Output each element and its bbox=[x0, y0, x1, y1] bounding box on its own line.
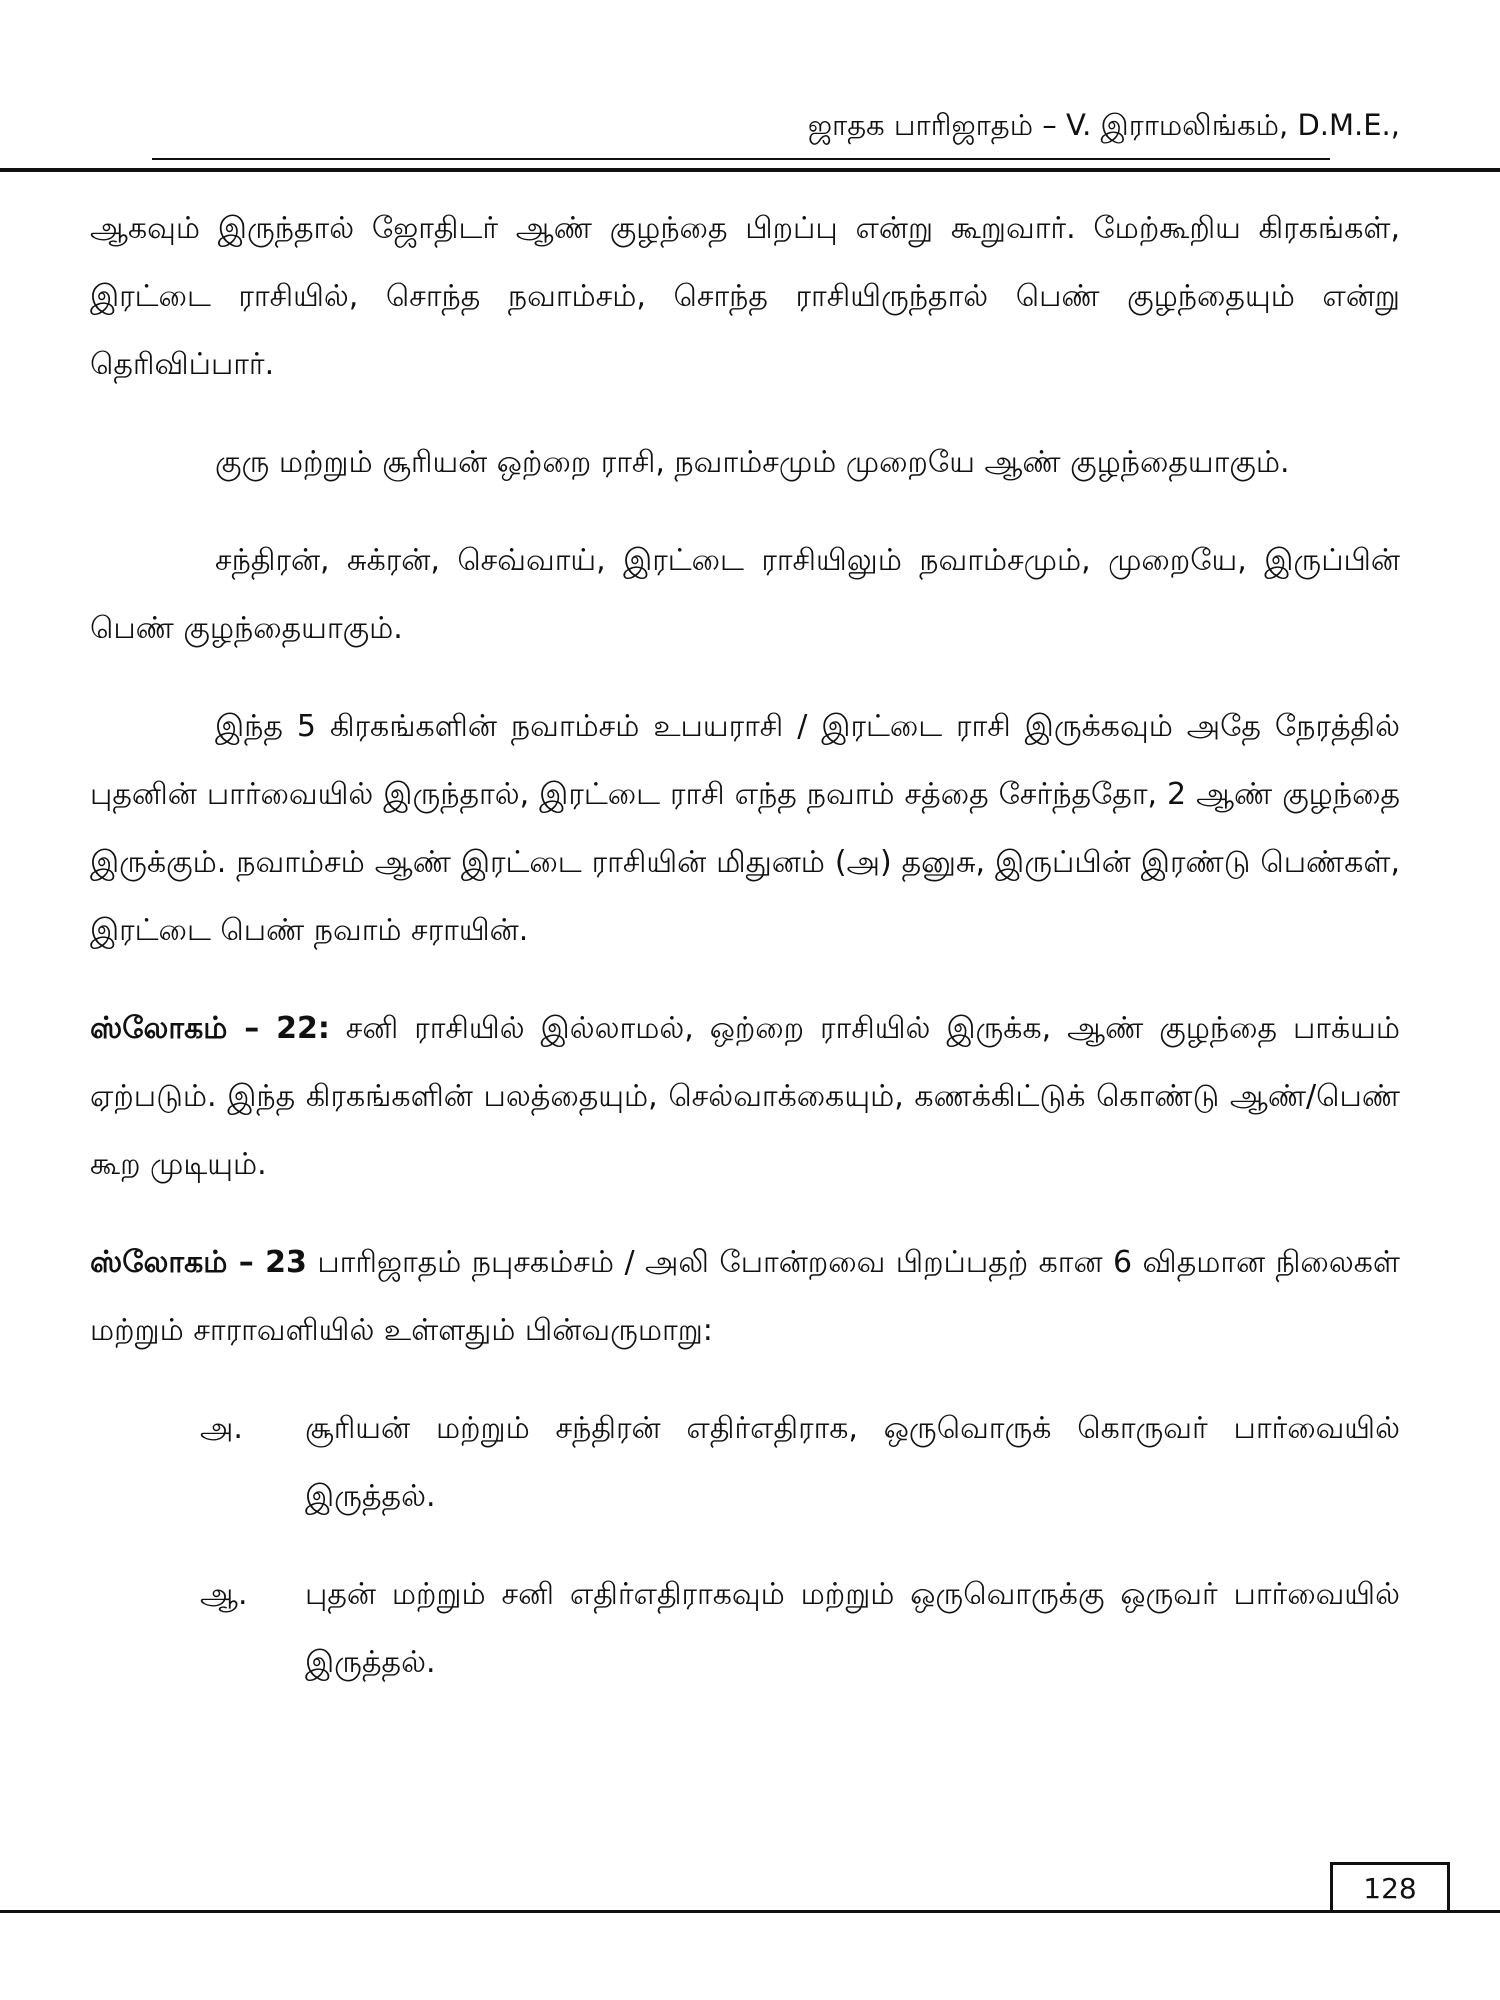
page-body bbox=[90, 195, 1400, 1727]
paragraph-2: குரு மற்றும் சூரியன் ஒற்றை ராசி, நவாம்சமும் முறையே ஆண் குழந்தையாகும். bbox=[215, 445, 1290, 480]
sloka-22-label: ஸ்லோகம் – 22: bbox=[90, 1011, 330, 1046]
list-marker: ஆ. bbox=[200, 1577, 248, 1612]
sloka-22-paragraph bbox=[90, 995, 1400, 1199]
list-item-text: புதன் மற்றும் சனி எதிர்எதிராகவும் மற்றும் ஒருவொருக்கு ஒருவர் பார்வையில் இருத்தல். bbox=[305, 1577, 1400, 1680]
list-item bbox=[90, 1395, 1400, 1531]
paragraph-1: ஆகவும் இருந்தால் ஜோதிடர் ஆண் குழந்தை பிறப்பு என்று கூறுவார். மேற்கூறிய கிரகங்கள், இரட்டை ராசியில், சொந்த நவாம்சம், சொந்த ராசியிருந்தால் பெண் குழந்தையும் என்று தெரிவிப்பார். bbox=[90, 211, 1400, 382]
footer-rule bbox=[0, 1910, 1500, 1913]
paragraph-3: சந்திரன், சுக்ரன், செவ்வாய், இரட்டை ராசியிலும் நவாம்சமும், முறையே, இருப்பின் பெண் குழந்தையாகும். bbox=[90, 543, 1400, 646]
sloka-23-label: ஸ்லோகம் – 23 bbox=[90, 1245, 307, 1280]
list-item-text: சூரியன் மற்றும் சந்திரன் எதிர்எதிராக, ஒருவொருக் கொருவர் பார்வையில் இருத்தல். bbox=[305, 1411, 1400, 1514]
sloka-23-text: பாரிஜாதம் நபுசகம்சம் / அலி போன்றவை பிறப்பதற் கான 6 விதமான நிலைகள் மற்றும் சாராவளியில் உள்ளதும் பின்வருமாறு: bbox=[90, 1245, 1400, 1348]
running-header-title: ஜாதக பாரிஜாதம் – V. இராமலிங்கம், D.M.E., bbox=[807, 108, 1400, 142]
sloka-23-paragraph bbox=[90, 1229, 1400, 1365]
list-item bbox=[90, 1561, 1400, 1697]
page-number: 128 bbox=[1330, 1862, 1450, 1912]
header-rule-thin bbox=[152, 158, 1330, 160]
sloka-22-text: சனி ராசியில் இல்லாமல், ஒற்றை ராசியில் இருக்க, ஆண் குழந்தை பாக்யம் ஏற்படும். இந்த கிரகங்களின் பலத்தையும், செல்வாக்கையும், கணக்கிட்டுக் கொண்டு ஆண்/பெண் கூற முடியும். bbox=[90, 1011, 1400, 1182]
list-marker: அ. bbox=[200, 1411, 243, 1446]
paragraph-4: இந்த 5 கிரகங்களின் நவாம்சம் உபயராசி / இரட்டை ராசி இருக்கவும் அதே நேரத்தில் புதனின் பார்வையில் இருந்தால், இரட்டை ராசி எந்த நவாம் சத்தை சேர்ந்ததோ, 2 ஆண் குழந்தை இருக்கும். நவாம்சம் ஆண் இரட்டை ராசியின் மிதுனம் (அ) தனுசு, இருப்பின் இரண்டு பெண்கள், இரட்டை பெண் நவாம் சராயின். bbox=[90, 709, 1400, 948]
header-rule-thick bbox=[0, 168, 1500, 172]
